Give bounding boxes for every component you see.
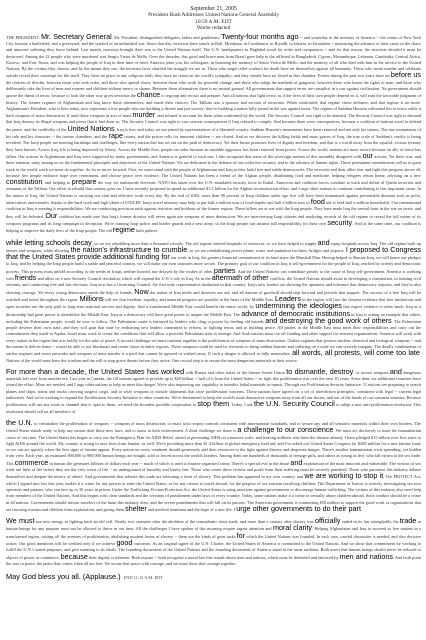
emphasized-phrase: the U.N. Security Council [253,399,335,409]
body-text: in human life generates billions of dollars each year -- much of which is used to finance organized crime. There's a special evil in the abuse [48,460,291,466]
emphasized-phrase: chance [137,90,161,100]
body-text: and medical treatment and the hope of a new life. I [146,506,237,512]
paragraph-5 [6,518,421,567]
emphasized-phrase: good [116,538,133,547]
speech-note: Words redacted [196,25,231,32]
emphasized-phrase: moral clarity [272,523,313,533]
body-text: ended in its last strongholds, the [340,519,400,525]
emphasized-phrase: Now [134,286,149,296]
emphasized-phrase: and [290,457,303,467]
body-text: dangerous materials left over from another era. Last year in Canada, the G8 nations agreed to provide up to $20 billion -- half of it from the United States -- to fight this proliferation risk over the next 10 years. Since then, six additional countries have joined the effort. More are needed, and I urge other nations to help us meet this danger. We're also improving our capability to interdict lethal materials in transit. Through our Proliferation Security Initiative, 11 nations are preparing to search planes and ships, trains and trucks carrying suspect cargo, and to seize weapons or missile shipments that raise proliferation concerns. These nations have agreed on a set of interdiction principles, consistent with legal -- current legal authorities. And we're working to expand the Proliferation Security Initiative to other countries. We're determined to keep the world's most destructive weapons away from all our shores, and out of the hands of our common enemies. Because proliferators will use any route or channel that is open to them, we need the broadest possible cooperation to [6,369,421,408]
speech-time: 10:59 A.M. EDT [195,18,232,25]
body-text: . We must act decisively to meet the humanitarian crises of our time. The United States has begun to carry out the Emergency Plan for AIDS Relief, aimed at preventing AIDS on a massive scale, and treating millions who have the disease already. I have pledged $15 billion over five years to fight AIDS around the world. My country is acting to save lives from famine, as well. We're providing more than $1.4 billion in global emergency food aid, and I've asked our United States Congress for $200 million for a new famine fund, so we can act quickly when the first signs of famine appear. Every nation on every continent should generously add their resources to the fight against disease and desperate hunger. There's another humanitarian crisis spreading, yet hidden from view. Each year, an estimated 800,000 to 900,000 human beings are bought, sold or forced across the world's borders. Among them are hundreds of thousands of teenage girls, and others as young as five, who fall victim to the sex trade. This [6,428,422,466]
paragraph-3 [6,366,422,415]
emphasized-phrase: and destroying the good work of others [265,315,392,325]
body-text: , or secure weapons [353,369,390,375]
body-text: , so we are rehabilitating power plants, water and sanitation facilities, bridges and airports. [187,247,346,253]
body-text: . And the United Nations can contribute greatly to the cause of Iraqi self-government. America is working with [6,268,421,282]
emphasized-phrase: a challenge to our conscience [237,425,334,435]
emphasized-phrase: commerce [14,457,49,467]
closing-time: END 11:15 A.M. EDT [123,575,163,581]
emphasized-phrase: aftermath of other [211,273,269,283]
body-text: their dignity is inherent. Both require -- both recognize a moral law that stands above men and nations, which must be defended and enforced by [87,554,340,560]
body-text: . [360,506,363,512]
body-text: aid to feed half a million households. Our international coalition in Iraq is meeting it responsibilities. We are conducting precision raids against terrorists and holdouts of the former regime. These killers are at war with the Iraqi people. They have made Iraq the central front in the war on terror, and they will be defeated. [6,200,421,219]
body-text: , so we are rebuilding more than a thousand schools. The old regime starved hospitals of resources, so we have helped to supply [91,240,318,246]
body-text: built palaces [134,228,158,234]
emphasized-phrase: United Nations [67,123,115,133]
body-text: coalition has made sure that Iraq's former dictator will never again use weapons of mass destruction. We are interviewing Iraqi citizens and analyzing records of the old regime to reveal the full extent of its weapons programs and its long campaign of deception. We're training Iraqi police and border guards and a new army, so the Iraqi people can assume full responsibility for their own [6,213,422,226]
body-text: . Today, I ask [229,402,254,408]
paragraph-1 [6,31,422,235]
emphasized-phrase: while letting schools decay [6,237,92,247]
document-header [6,6,421,32]
emphasized-phrase: and [389,366,402,376]
emphasized-phrase: friends [14,273,37,283]
body-text: the nation of Iraq needs and deserves our aid, and all nations of goodwill should step forward and provide that support. The success of a free Iraq will be watched and noted throughout the region. [6,289,421,302]
emphasized-phrase: before us [390,70,422,80]
paragraph-4 [6,417,422,513]
body-text: to regroup and recruit and prepare. And all nations that fight terror, as if the lives of their own people depend on it, will earn the favorable judgment of history. The former regimes of Afghanistan and Iraq knew these alternatives, and made their choices. The Taliban was a sponsor and servant of terrorism. When confronted, that regime chose defiance, and that regime is no more. Afghanistan's President, who is here today, now represents a free people who are building a decent and just society; they're building a nation fully joined in the war against terror. The regime of Saddam Hussein cultivated ties to terror while it built weapons of mass destruction. It used those weapons in acts of mass [6,93,422,119]
emphasized-phrase: food [310,197,325,207]
emphasized-phrase: Mr. Secretary General [41,31,112,41]
emphasized-phrase: We must [6,516,35,526]
speech-date: September 21, 2005 [190,6,237,12]
emphasized-phrase: the U.N. [6,417,33,427]
emphasized-phrase: we are working to stop it [304,471,384,481]
body-text: exploitation of the most innocent and vulnerable. The victims of sex trade see little of life before they see the very worst of life -- an underground of brutality and lonely fear. Those who create these victims and profit from their suffering must be severely punished. Those who patronize this industry debase themselves and deepen the misery of others. And governments that tolerate this trade are tolerating a form of slavery. This problem has appeared in my own country, and [6,460,421,480]
emphasized-phrase: constitution [6,177,43,187]
body-text: . The PROTECT Act, which I signed into law this year, makes it a crime for any person to enter the United States, or for any citizen to travel abroad, for the purpose of sex tourism involving children. The Department of Justice is actively investigating sex tour operators and patrons, who can face up to 30 years in prison. Under the Trafficking Victims Protection Act, the United States is using sanctions against governments to discourage human trafficking. The victims of this industry also need help from members of the United Nations. And this begins with clear standards and the certainty of punishment under laws of every country. Today, some nations make it a crime to sexually abuse children abroad. Such conduct should be a crime in all nations. Governments should inform travelers of the harm this industry does, and the severe punishments that will fall on its patrons. The American government is committing $50 million to support the good work of organizations that are rescuing women and children from exploitation, and giving them [6,474,421,512]
closing-blessing: May God bless you all. (Applause.) [6,572,121,582]
emphasized-phrase: all words, all protests, will come too late [292,348,420,358]
emphasized-phrase: the nation's infrastructure to crumble [70,244,188,254]
emphasized-phrase: security [327,217,353,227]
body-text: the way for nationwide elections. NATO has taken over the U.N.-mandated security force in Kabul. American and coalition forces continue to track and defeat al Qaeda terrorists and remnants of the Taliban. Our effort to rebuild that country goes on. I have recently proposed to spend an additional $1.2 billion for the Afghan reconstruction effort, and I urge other nations to continue contributing to this important cause. In the nation of Iraq, the United Nations is carrying out vital and effective work every day. By the end of 2004, more than 90 percent of Iraqi children under age five will have been immunized against preventable diseases such as polio, tuberculosis and measles, thanks to the hard work and high ideals of UNICEF. Iraq's travel ministry may help to put half a million tons of food-staples and half a billion tons of [6,180,421,206]
closing-line [6,572,421,581]
emphasized-phrase: stop them [197,399,230,409]
speech-title: President Bush Addresses United Nations General Assembly [148,12,279,19]
emphasized-phrase: for [236,530,246,540]
emphasized-phrase: because [60,551,88,561]
body-text: in human beings for any purpose must not be allowed to thrive in our time. All the challenges I have spoken of this morning require urgent attention and [6,519,422,532]
emphasized-phrase: undermining the ideologies [255,301,342,311]
body-text: conflicts, the United Nations should assist in developing a constitution, in training civil servants, and conducting free and fair elections. Iraq now has a Governing Council, the first truly representative institution in that country. Iraq's new leaders are showing the openness and tolerance that democracy requires, and they're also showing courage. Yet every young democracy needs the help of friends. [6,276,421,295]
body-text: actions. Yet there was, and there remains, unity among us on the fundamental principles and objectives of the United Nations. We are dedicated to the defense of our collective security, and to the advance of human rights. These permanent commitments call us to great work in the world, work we must do together. So let us move forward. First, we must stand with the people of Afghanistan and Iraq as they build free and stable democracies. The terrorists and their allies fear and fight this progress above all, because free people embrace hope over resentment, and choose peace over violence. The United Nations has been a friend of the Afghan people, distributing food and medicine, helping refugees return home, advising on a new [6,153,421,178]
body-text: . And both point the way to peace, the peace that comes when all are free. We secure that peace with courage, and we must show that courage together. [6,554,421,566]
body-text: in the region will face the clearest evidence that free institutions and open societies are the only path to long-term national success and dignity. And a transformed Middle East would benefit the entire world, by [6,296,421,310]
body-text: . Nations of the world must have the wisdom and the will to stop grave threats before they arrive. One crucial step is to secure the most dangerous materials at their source. [6,351,421,363]
body-text: which the United Nations was founded. In each case, careful discussion is needed, and also decisive action. Our good intentions will be credited only if we achieve [6,533,421,546]
body-text: -- and yesterday in the memory of America -- the center of New York City became a battlefield, and a graveyard, and the symbol of an unfinished war. Since that day, terrorists have struck in Bali, Mombasa, in Casablanca, in Riyadh, in Jakarta, in Jerusalem -- measuring the advance of their cause in the chaos and innocent suffering they leave behind. Last month, terrorists brought their war to the United Nations itself. The U.N. headquarters in Baghdad stood for order and compassion -- and for that reason, the terrorists decided it must be destroyed. Among the 22 people who were murdered was Sergio Vieira de Mello. Over the decades, this good and brave man from Brazil gave help to the afflicted in Bangladesh, Cyprus, Mozambique, Lebanon, Cambodia, Central Africa, Kosovo, and East Timor, and was helping the people of Iraq in their time of need. America joins you, his colleagues, in honoring the memory of Senor Vieira de Mello, and the memory of all who died with him in the service to the United Nations. By the victims they choose, and by the means they use, the terrorists have clarified the struggle we are in. Those who target relief workers for death have set themselves against all humanity. Those who incite murder and celebrate suicide reveal their contempt for life itself. They have no place in any religious faith; they have no claim on the world's sympathy; and they should have no friend in this chamber. Events during the past two years have set [6,34,421,79]
emphasized-phrase: trade [399,516,417,526]
paragraph-2 [6,237,422,364]
body-text: outcomes. As an original signer of the U.N. Charter, the United States of America is committed to the United Nations. And we show that commitment by working to fulfill the U.N.'s stated purposes, and give meaning to its ideals. The founding documents of the United Nations and the founding documents of America stand in the same tradition. Both assert that human beings should never be reduced to objects of power or commerce, [6,541,421,560]
emphasized-phrase: Our [45,210,58,220]
emphasized-phrase: rape [108,131,123,141]
emphasized-phrase: Millions [79,293,104,303]
body-text: to criminalize the proliferation of weapons -- weapons of mass destruction, to enact strict export controls consistent with international standards, and to secure any and all sensitive materials within their own borders. The United States stands ready to help any nation draft these new laws, and to assist in their enforcement. A third challenge we share is [6,420,421,434]
emphasized-phrase: and [317,237,330,247]
body-text: that export violence to other lands. Iraq as a dictatorship had great power to destabilize the Middle East; Iraq as a democracy will have great power to inspire the Middle East. The [6,304,421,317]
emphasized-phrase: Leaders [274,293,301,303]
body-text: . And at the same time, our coalition is helping to improve the daily lives of the Iraqi people. The old [6,220,421,234]
body-text: , Iraq is free, and today we are joined by representatives of a liberated country. Saddam Hussein's monuments have been removed and not only his statues. The true monuments of his rule and his character -- the torture chambers, and the [6,126,421,140]
emphasized-phrase: Twenty-four months ago [221,31,299,41]
body-text: in Iraq is setting an example that others, including the Palestinian people, would be wise to follow. The Palestinian cause is betrayed by leaders who cling to power by feeding old hatreds [6,311,421,324]
emphasized-phrase: regime [112,225,135,235]
body-text: to adopt a new anti-proliferation resolution. This resolution should call on all members of [6,402,422,414]
body-text: with Russia and other states of the former Soviet Union [184,369,287,375]
body-text: . The Palestinian people deserve their own state, and they will gain that state by embracing new leaders committed to reform, to fighting terror, and to building peace. All parties in the Middle East must meet their responsibilities and carry out the commitments they made at Aqaba. Israel must work to create the conditions that will allow a peaceful Palestinian state to emerge. And Arab nations must cut off funding and other support for terrorist organizations. America will work with every nation in the region that acts boldly for the sake of peace. A second challenge we must confront together is the proliferation of weapons of mass destruction. Outlaw regimes that possess nuclear, chemical and biological weapons -- and the means to deliver them -- would be able to use blackmail and create chaos in entire regions. These weapons could be used by terrorists to bring sudden disaster and suffering on a scale we can scarcely imagine. The deadly combination of outlaw regimes and terror networks and weapons of mass murder is a peril that cannot be ignored or wished away. If such a danger is allowed to fully materialize, [6,318,422,357]
body-text: equip hospitals across Iraq. The old regime built up armies and weapons, while allowing [6,240,421,253]
body-text: our work in Iraq, the greatest financial commitment of its kind since the Marshall Plan. Having helped to liberate Iraq, we will honor our pledges to Iraq, and by helping the Iraqi people build a stable and peaceful country, we will make our own countries more secure. The primary goal of our coalition in Iraq is self-government for the people of Iraq, reached by orderly and democratic process. This process must unfold according to the needs of Iraqis, neither hurried, nor delayed by the wishes of other [6,255,421,274]
body-text: , and refused to account for them when confronted by the world. The Security Council was right to be alarmed. The Security Council was right to demand that Iraq destroy its illegal weapons and prove that it had done so. The Security Council was right to vow serious consequences if Iraq refused to comply. And because there were consequences, because a coalition of nations acted to defend the peace, and the credibility of the [6,113,422,132]
body-text: rooms, and the prison cells for innocent children -- are closed. And as we discover the killing fields and mass graves of Iraq, the true scale of Saddam's cruelty is being revealed. The Iraqi people are meeting hardships and challenges, like every nation that has set out on the path of democracy. Yet their future promises lives of dignity and freedom, and that is a world away from the squalid, vicious tyranny they have known. Across Iraq, life is being improved by liberty. Across the Middle East, people are safer because an unstable aggressor has been removed from power. Across the world, nations are more secure because an ally of terror has fallen. Our actions in Afghanistan and Iraq were supported by many governments, and America is grateful to each one. I also recognize that some of the sovereign nations of this assembly disagreed with [6,134,421,159]
body-text: and allies on a new Security Council resolution, which will expand the U.N.'s role in Iraq. As in the [36,276,212,282]
emphasized-phrase: advance of democratic institutions [241,308,350,318]
emphasized-phrase: shelter [125,503,147,513]
emphasized-phrase: men and nations [339,551,393,561]
body-text: , and helping to [42,180,72,186]
body-text: the clearest of divides: between those who seek order, and those who spread chaos; between those who work for peaceful change, and those who adopt the methods of gangsters; between those who honor the rights of man, and those who deliberately take the lives of men and women and children without mercy or shame. Between these alternatives there is no neutral ground. All governments that support terror are complicit in a war against civilization. No government should ignore the threat of terror, because to look the other way gives terrorists the [6,79,421,99]
body-text: will see that freedom, equality, and material progress are possible at the heart of the Middle East. [103,296,275,302]
emphasized-phrase: to dismantle, destroy [286,366,354,376]
emphasized-phrase: parties [213,265,236,275]
emphasized-phrase: murder [132,110,156,120]
emphasized-phrase: I proposed to Congress that the United States provide additional funding for [6,244,422,262]
emphasized-phrase: For more than a decade, the United States has worked [6,366,185,376]
emphasized-phrase: prepare [71,177,97,187]
body-text: THE PRESIDENT: [6,34,42,40]
emphasized-phrase: our [362,150,374,160]
body-text: use new energy in fighting back an old evil. Nearly two centuries after the abolition of the transatlantic slave trade, and more than a century after slavery was [34,519,315,525]
body-text: . Helping Afghanistan and Iraq to succeed as free nations in a transformed region, cutting off the avenues of proliferation, abolishing modern forms of slavery -- these are the kinds of great tasks [6,526,421,539]
emphasized-phrase: officially [315,516,341,526]
body-text: , Mr. President, distinguished delegates, ladies and gentlemen: [111,34,222,40]
emphasized-phrase: urge other governments to do their part [236,503,361,513]
